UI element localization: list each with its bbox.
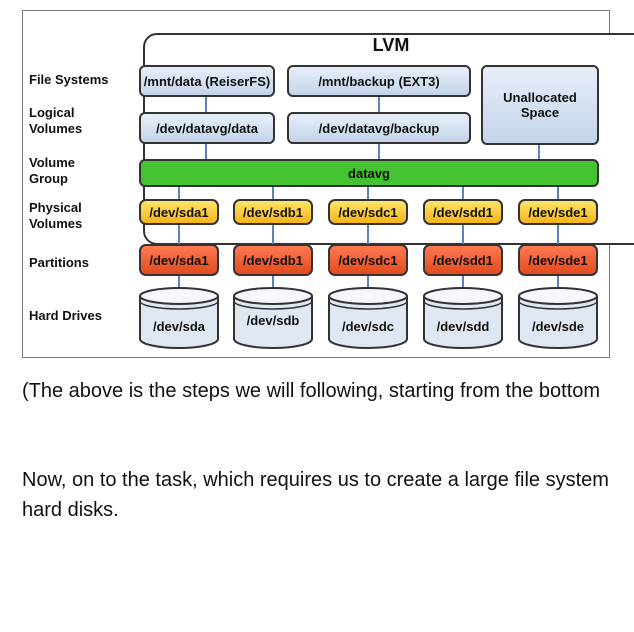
- hard-drive-label: /dev/sde: [531, 319, 585, 334]
- row-label-hard-drives: Hard Drives: [29, 308, 102, 323]
- partition: /dev/sda1: [139, 244, 219, 276]
- connector: [557, 224, 559, 244]
- physical-volume: /dev/sda1: [139, 199, 219, 225]
- physical-volume: /dev/sdc1: [328, 199, 408, 225]
- row-label-physical-volumes: Physical Volumes: [29, 200, 83, 231]
- hard-drive-label: /dev/sdd: [436, 319, 490, 334]
- connector: [178, 186, 180, 200]
- hard-drive-icon: [518, 287, 598, 349]
- body-line: hard disks.: [22, 499, 119, 521]
- partition: /dev/sdb1: [233, 244, 313, 276]
- connector: [557, 186, 559, 200]
- connector: [272, 186, 274, 200]
- connector: [538, 143, 540, 160]
- connector: [378, 143, 380, 160]
- hard-drive-label: /dev/sda: [152, 319, 206, 334]
- logical-volume-backup: /dev/datavg/backup: [287, 112, 471, 144]
- logical-volume-data: /dev/datavg/data: [139, 112, 275, 144]
- body-line: Now, on to the task, which requires us to create a large file system: [22, 469, 609, 491]
- hard-drive-icon: [139, 287, 219, 349]
- connector: [205, 95, 207, 113]
- physical-volume: /dev/sdd1: [423, 199, 503, 225]
- connector: [205, 143, 207, 160]
- connector: [462, 224, 464, 244]
- file-system-data: /mnt/data (ReiserFS): [139, 65, 275, 97]
- hard-drive-label: /dev/sdb: [246, 313, 300, 328]
- connector: [367, 224, 369, 244]
- hard-drive-icon: [328, 287, 408, 349]
- hard-drive-icon: [233, 287, 313, 349]
- row-label-file-systems: File Systems: [29, 72, 109, 87]
- row-label-logical-volumes: Logical Volumes: [29, 105, 83, 136]
- partition: /dev/sdc1: [328, 244, 408, 276]
- connector: [178, 224, 180, 244]
- hard-drive-icon: [423, 287, 503, 349]
- lvm-title: LVM: [372, 35, 410, 55]
- connector: [367, 186, 369, 200]
- caption-line: (The above is the steps we will following, starting from the bottom: [22, 380, 601, 402]
- physical-volume: /dev/sde1: [518, 199, 598, 225]
- connector: [272, 224, 274, 244]
- unallocated-space: Unallocated Space: [481, 65, 599, 145]
- connector: [462, 186, 464, 200]
- row-label-partitions: Partitions: [29, 255, 89, 270]
- lvm-diagram-figure: [22, 10, 610, 358]
- volume-group-datavg: datavg: [139, 159, 599, 187]
- connector: [378, 95, 380, 113]
- hard-drive-label: /dev/sdc: [341, 319, 395, 334]
- partition: /dev/sde1: [518, 244, 598, 276]
- physical-volume: /dev/sdb1: [233, 199, 313, 225]
- partition: /dev/sdd1: [423, 244, 503, 276]
- file-system-backup: /mnt/backup (EXT3): [287, 65, 471, 97]
- row-label-volume-group: Volume Group: [29, 155, 75, 186]
